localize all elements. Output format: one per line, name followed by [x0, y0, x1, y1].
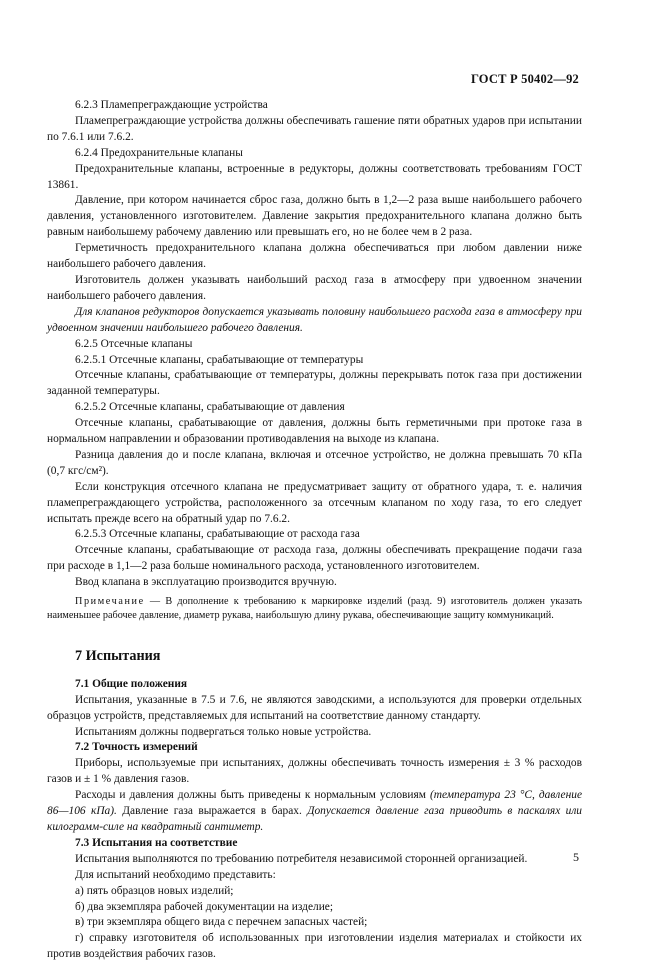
clause-heading: 6.2.5.3 Отсечные клапаны, срабатывающие от расхода газа — [75, 528, 360, 541]
paragraph: Испытаниям должны подвергаться только новые устройства. — [75, 725, 372, 738]
document-id: ГОСТ Р 50402—92 — [470, 72, 579, 86]
paragraph: Приборы, используемые при испытаниях, должны обеспечивать точность измерения ± 3 % расходов газов и ± 1 % давления газов. — [47, 757, 582, 786]
paragraph: Пламепреграждающие устройства должны обеспечивать гашение пяти обратных ударов при испытании по 7.6.1 или 7.6.2. — [47, 114, 582, 143]
paragraph: Герметичность предохранительного клапана должна обеспечиваться при любом давлении ниже наибольшего рабочего давления. — [47, 242, 582, 271]
paragraph: Отсечные клапаны, срабатывающие от расхода газа, должны обеспечивать прекращение подачи газа при расходе в 1,1—2 раза больше номинального расхода, установленного изготовителем. — [47, 544, 582, 573]
note — [47, 595, 582, 623]
paragraph — [47, 788, 582, 836]
list-item: б) два экземпляра рабочей документации на изделие; — [75, 900, 334, 913]
subsection-heading: 7.3 Испытания на соответствие — [75, 836, 238, 849]
note-text: — В дополнение к требованию к маркировке изделий (разд. 9) изготовитель должен указать наименьшее рабочее давление, диаметр рукава, наибольшую длину рукава, обеспечивающие защиту коммуникаций. — [47, 596, 582, 621]
paragraph: Отсечные клапаны, срабатывающие от давления, должны быть герметичными при протоке газа в нормальном направлении и образовании противодавления на выходе из клапана. — [47, 417, 582, 446]
paragraph: Если конструкция отсечного клапана не предусматривает защиту от обратного удара, т. е. наличия пламепреграждающего устройства, расположенного за отсечным клапаном по ходу газа, то его следует испытать прежде всего на обратный удар по 7.6.2. — [47, 480, 582, 525]
page-number: 5 — [573, 850, 579, 864]
paragraph: Отсечные клапаны, срабатывающие от температуры, должны перекрывать поток газа при достижении заданной температуры. — [47, 369, 582, 398]
section-heading: 7 Испытания — [75, 647, 161, 664]
note-label: Примечание — [75, 596, 145, 608]
paragraph: Испытания, указанные в 7.5 и 7.6, не являются заводскими, а используются для проверки отдельных образцов устройств, представляемых для испытаний на соответствие данному стандарту. — [47, 693, 582, 722]
paragraph-italic: Для клапанов редукторов допускается указывать половину наибольшего расхода газа в атмосферу при удвоенном значении наибольшего рабочего давления. — [47, 305, 582, 334]
list-item: в) три экземпляра общего вида с перечнем запасных частей; — [75, 916, 368, 929]
list-item: а) пять образцов новых изделий; — [75, 884, 234, 897]
list-item: г) справку изготовителя об использованных при изготовлении изделия материалах и стойкости их против воздействия рабочих газов. — [47, 932, 582, 961]
document-body — [47, 98, 582, 963]
clause-heading: 6.2.5.2 Отсечные клапаны, срабатывающие от давления — [75, 401, 345, 414]
subsection-heading: 7.1 Общие положения — [75, 677, 188, 690]
clause-heading: 6.2.5 Отсечные клапаны — [75, 337, 193, 350]
paragraph: Для испытаний необходимо представить: — [75, 868, 276, 881]
paragraph: Давление, при котором начинается сброс газа, должно быть в 1,2—2 раза выше наибольшего рабочего давления, установленного изготовителем. Давление закрытия предохранительного клапана должно быть равным наибольшему рабочему давлению или превышать его, но не более чем в 2 раза. — [47, 194, 582, 239]
text-run-italic: (температура 23 °С, давление 86—106 кПа). — [47, 789, 582, 818]
clause-heading: 6.2.5.1 Отсечные клапаны, срабатывающие от температуры — [75, 353, 364, 366]
subsection-heading: 7.2 Точность измерений — [75, 741, 198, 754]
text-run-italic: Допускается давление газа приводить в паскалях или килограмм-силе на квадратный сантиметр. — [47, 805, 583, 833]
paragraph: Предохранительные клапаны, встроенные в редукторы, должны соответствовать требованиям ГОСТ 13861. — [47, 162, 582, 191]
clause-heading: 6.2.3 Пламепреграждающие устройства — [75, 99, 268, 111]
paragraph: Испытания выполняются по требованию потребителя независимой сторонней организацией. — [75, 852, 528, 865]
text-run: Давление газа выражается в барах. — [116, 805, 308, 818]
paragraph: Ввод клапана в эксплуатацию производится вручную. — [75, 576, 337, 589]
text-run: Расходы и давления должны быть приведены к нормальным условиям — [75, 789, 430, 802]
paragraph: Разница давления до и после клапана, включая и отсечное устройство, не должна превышать 70 кПа (0,7 кгс/см²). — [47, 448, 582, 477]
paragraph: Изготовитель должен указывать наибольший расход газа в атмосферу при удвоенном значении наибольшего рабочего давления. — [47, 273, 582, 302]
clause-heading: 6.2.4 Предохранительные клапаны — [75, 146, 243, 159]
